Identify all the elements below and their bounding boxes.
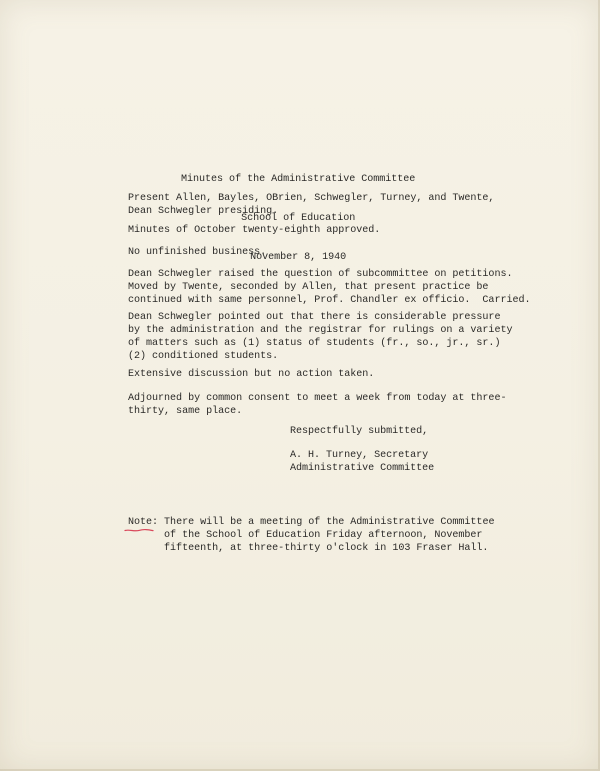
red-underline-mark <box>124 528 154 533</box>
closing-salutation: Respectfully submitted, <box>290 426 429 437</box>
heading-school: School of Education <box>241 213 356 224</box>
secretary-signature-block: A. H. Turney, Secretary Administrative Committee <box>290 450 435 474</box>
petitions-paragraph: Dean Schwegler raised the question of subcommittee on petitions. Moved by Twente, seconded by Allen, that present practice be continued with same personnel, Prof. Chandler ex officio. Carried. <box>128 269 531 306</box>
minutes-approved-paragraph: Minutes of October twenty-eighth approved. <box>128 225 381 236</box>
discussion-paragraph: Extensive discussion but no action taken. <box>128 369 375 380</box>
unfinished-business-paragraph: No unfinished business. <box>128 247 267 258</box>
note-text: There will be a meeting of the Administrative Committee of the School of Education Friday afternoon, November fifteenth, at three-thirty o'clock in 103 Fraser Hall. <box>164 517 495 554</box>
heading-date: November 8, 1940 <box>250 252 347 263</box>
heading-title: Minutes of the Administrative Committee <box>181 174 416 185</box>
rulings-paragraph: Dean Schwegler pointed out that there is considerable pressure by the administration and the registrar for rulings on a variety of matters such as (1) status of students (fr., so., jr., sr.) (2) conditioned students. <box>128 312 513 362</box>
note-label: Note: <box>128 517 159 528</box>
attendance-paragraph: Present Allen, Bayles, OBrien, Schwegler, Turney, and Twente, Dean Schwegler presiding. <box>128 193 495 217</box>
meeting-note <box>128 516 494 555</box>
adjournment-paragraph: Adjourned by common consent to meet a week from today at three- thirty, same place. <box>128 393 507 417</box>
